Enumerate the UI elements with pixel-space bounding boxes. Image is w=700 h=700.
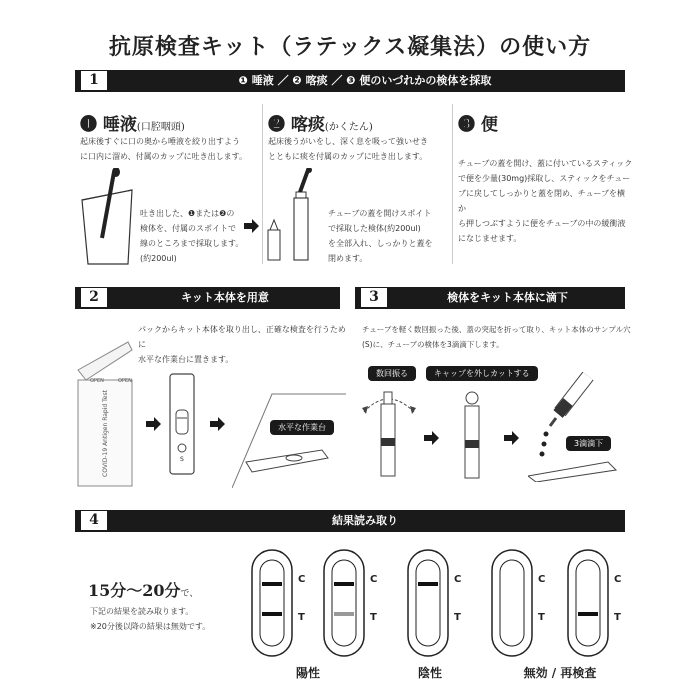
sputum-step-line: を全部入れ、しっかりと蓋を	[328, 239, 433, 248]
shake-tag: 数回振る	[368, 366, 416, 381]
pack-open-label: OPEN	[90, 378, 104, 384]
arrow-right-icon	[424, 430, 440, 446]
result-strip-positive-faint	[322, 548, 366, 658]
sputum-title: 喀痰	[290, 115, 325, 135]
control-line-label: C	[454, 574, 462, 585]
saliva-heading	[80, 110, 185, 135]
test-line-label: T	[454, 612, 461, 623]
sputum-step-line: 閉めます。	[328, 254, 368, 263]
negative-label: 陰性	[417, 666, 442, 680]
saliva-desc-line: 起床後すぐに口の奥から唾液を絞り出すよう	[80, 137, 240, 146]
section-3-desc-line: チューブを軽く数回振った後、蓋の突起を折って取り、キット本体のサンプル穴	[362, 325, 631, 334]
cup-illustration	[80, 168, 136, 268]
sputum-step-line: で採取した検体(約200ul)	[328, 224, 421, 233]
result-strip-invalid-t-only	[566, 548, 610, 658]
section-2-number: 2	[80, 287, 108, 308]
sample-well-label: S	[180, 456, 184, 463]
section-2-desc-line: パックからキット本体を取り出し、正確な検査を行うために	[138, 325, 346, 349]
drop-tube-illustration	[528, 372, 628, 482]
work-table-tag: 水平な作業台	[270, 420, 334, 435]
work-table-illustration	[232, 392, 348, 488]
test-line-label: T	[614, 612, 621, 623]
result-strip-invalid-none	[490, 548, 534, 658]
result-strip-negative	[406, 548, 450, 658]
section-4-desc-line: 下記の結果を読み取ります。	[90, 607, 194, 616]
arrow-right-icon	[244, 218, 260, 234]
arrow-right-icon	[210, 416, 226, 432]
stool-desc-line: で便を少量(30mg)採取し、スティックをチュー	[458, 174, 631, 183]
three-drops-tag: 3滴滴下	[566, 436, 611, 451]
section-4-number: 4	[80, 510, 108, 531]
arrow-right-icon	[504, 430, 520, 446]
section-4-heading: 結果読み取り	[332, 514, 398, 527]
section-4-desc	[90, 604, 250, 634]
section-3-heading: 検体をキット本体に滴下	[447, 291, 568, 304]
section-4-desc-line: ※20分後以降の結果は無効です。	[90, 622, 211, 631]
invalid-label: 無効 / 再検査	[523, 666, 597, 680]
divider	[452, 104, 453, 264]
stool-mark: ❸	[458, 115, 475, 135]
stool-desc	[458, 156, 633, 246]
saliva-step-line: 線のところまで採取します。	[140, 239, 244, 248]
sputum-desc-line: 起床後うがいをし、深く息を吸って強いせき	[268, 137, 428, 146]
stool-desc-line: ブに戻してしっかりと蓋を閉め、チューブを横か	[458, 189, 626, 213]
section-3-number: 3	[360, 287, 388, 308]
test-line-label: T	[298, 612, 305, 623]
stool-desc-line: ら押しつぶすように便をチューブの中の緩衝液	[458, 219, 626, 228]
saliva-step	[140, 206, 270, 266]
control-line-label: C	[538, 574, 546, 585]
time-value: 15分～20分	[88, 581, 181, 600]
control-line-label: C	[298, 574, 306, 585]
stool-heading	[458, 110, 498, 135]
time-suffix: で、	[180, 589, 199, 599]
test-line-label: T	[538, 612, 545, 623]
control-line-label: C	[370, 574, 378, 585]
stool-title: 便	[480, 115, 498, 135]
shake-tube-illustration	[358, 382, 420, 482]
test-line-label: T	[370, 612, 377, 623]
saliva-sub: (口腔咽頭)	[136, 122, 185, 133]
stool-desc-line: になじませます。	[458, 234, 522, 243]
saliva-desc-line: に口内に溜め、付属のカップに吐き出します。	[80, 152, 247, 161]
sputum-sub: (かくたん)	[324, 122, 373, 133]
saliva-desc	[80, 134, 260, 164]
result-strip-positive	[250, 548, 294, 658]
cut-cap-tag: キャップを外しカットする	[426, 366, 538, 381]
saliva-mark: ❶	[80, 115, 97, 135]
arrow-right-icon	[146, 416, 162, 432]
section-3-desc-line: (S)に、チューブの検体を3滴滴下します。	[362, 340, 504, 349]
pack-label: COVID-19 Antigen Rapid Test	[101, 390, 109, 477]
saliva-step-line: 検体を、付属のスポイトで	[140, 224, 236, 233]
saliva-step-line: (約200ul)	[140, 254, 177, 263]
section-2-desc	[138, 322, 348, 367]
section-2-desc-line: 水平な作業台に置きます。	[138, 355, 234, 364]
stool-desc-line: チューブの蓋を開け、蓋に付いているスティック	[458, 159, 633, 168]
tube-dropper-illustration	[262, 168, 326, 268]
pack-open-label: OPEN	[118, 378, 132, 384]
section-3-desc	[362, 322, 632, 352]
sputum-step	[328, 206, 458, 266]
divider	[262, 104, 263, 264]
sputum-heading	[268, 110, 373, 135]
sputum-mark: ❷	[268, 115, 285, 135]
sputum-desc	[268, 134, 448, 164]
control-line-label: C	[614, 574, 622, 585]
positive-label: 陽性	[295, 666, 320, 680]
saliva-title: 唾液	[102, 115, 137, 135]
section-2-heading: キット本体を用意	[181, 291, 269, 304]
saliva-step-line: 吐き出した、❶または❷の	[140, 209, 235, 218]
section-1-heading: ❶ 唾液 ／ ❷ 喀痰 ／ ❸ 便のいづれかの検体を採取	[238, 74, 492, 87]
section-1-number: 1	[80, 70, 108, 91]
page-title: 抗原検査キット（ラテックス凝集法）の使い方	[108, 34, 592, 60]
sputum-step-line: チューブの蓋を開けスポイト	[328, 209, 432, 218]
sputum-desc-line: とともに痰を付属のカップに吐き出します。	[268, 152, 428, 161]
cut-tube-illustration	[452, 384, 492, 484]
time-range	[88, 578, 198, 601]
